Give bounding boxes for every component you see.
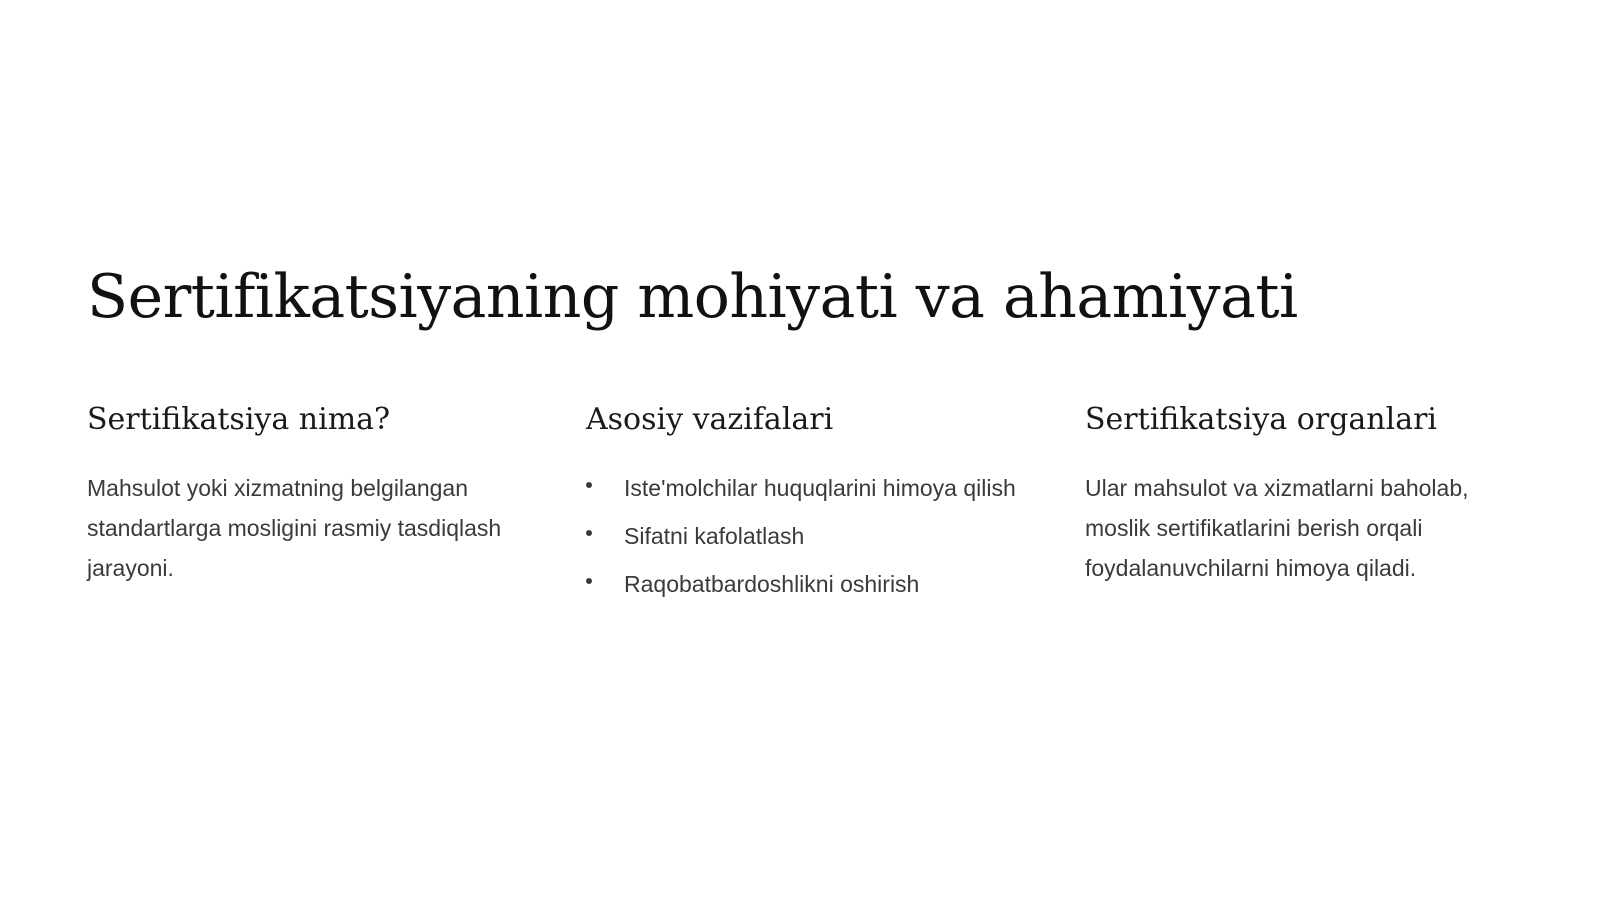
column-heading-bodies: Sertifikatsiya organlari <box>1085 402 1438 437</box>
column-text-definition: Mahsulot yoki xizmatning belgilangan standartlarga mosligini rasmiy tasdiqlash jarayoni. <box>87 475 502 581</box>
list-item <box>586 468 1026 508</box>
column-functions <box>586 400 1026 612</box>
bullet-icon <box>586 482 592 488</box>
list-item <box>586 516 1026 556</box>
slide-title: Sertifikatsiyaning mohiyati va ahamiyati <box>87 262 1298 332</box>
bullet-icon <box>586 530 592 536</box>
list-item-text: Sifatni kafolatlash <box>624 523 805 549</box>
column-definition <box>87 400 527 588</box>
list-item-text: Iste'molchilar huquqlarini himoya qilish <box>624 475 1016 501</box>
column-heading-definition: Sertifikatsiya nima? <box>87 402 391 437</box>
list-item-text: Raqobatbardoshlikni oshirish <box>624 571 920 597</box>
list-item <box>586 564 1026 604</box>
bullet-icon <box>586 578 592 584</box>
functions-list <box>586 468 1026 604</box>
column-bodies <box>1085 400 1525 588</box>
column-heading-functions: Asosiy vazifalari <box>586 402 834 437</box>
column-text-bodies: Ular mahsulot va xizmatlarni baholab, moslik sertifikatlarini berish orqali foydalanuvchilarni himoya qiladi. <box>1085 475 1469 581</box>
